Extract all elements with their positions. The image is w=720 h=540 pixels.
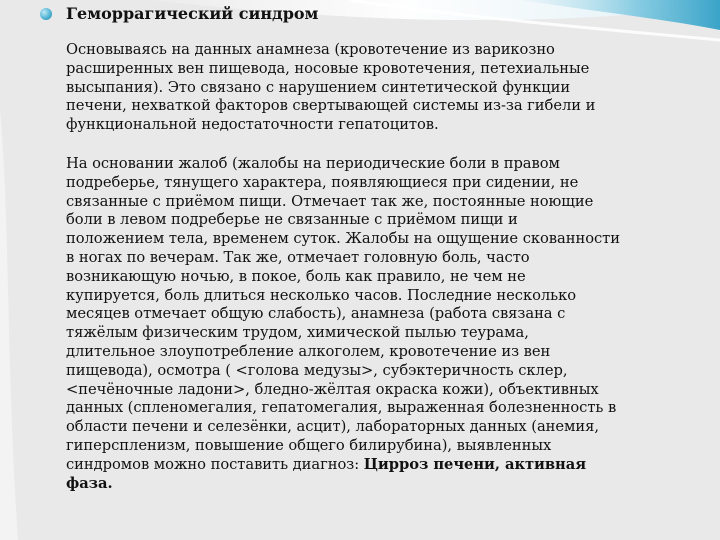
text-line: в ногах по вечерам. Так же, отмечает головную боль, часто (66, 248, 530, 266)
text-line-diagnosis (66, 456, 716, 475)
text-line: положением тела, временем суток. Жалобы на ощущение скованности (66, 230, 620, 248)
bullet-icon (40, 8, 52, 20)
text-line: возникающую ночью, в покое, боль как правило, не чем не (66, 267, 526, 285)
paragraph-diagnosis-basis (66, 155, 716, 493)
text-line: <печёночные ладони>, бледно-жёлтая окраска кожи), объективных (66, 380, 599, 398)
paragraph-syndrome-basis (66, 41, 716, 135)
text-line: области печени и селезёнки, асцит), лабораторных данных (анемия, (66, 418, 599, 436)
text-line: купируется, боль длиться несколько часов. Последние несколько (66, 286, 577, 304)
slide-heading: Геморрагический синдром (66, 4, 319, 23)
text-line: длительное злоупотребление алкоголем, кровотечение из вен (66, 342, 551, 360)
text-line: На основании жалоб (жалобы на периодические боли в правом (66, 155, 560, 172)
text-line: связанные с приёмом пищи. Отмечает так же, постоянные ноющие (66, 192, 594, 210)
text-line: тяжёлым физическим трудом, химической пылью теурама, (66, 324, 529, 342)
text-line: боли в левом подреберье не связанные с приёмом пищи и (66, 211, 518, 229)
diagnosis-lead: синдромов можно поставить диагноз: (66, 455, 364, 473)
text-line: Основываясь на данных анамнеза (кровотечение из варикозно (66, 41, 555, 58)
text-line: расширенных вен пищевода, носовые кровотечения, петехиальные (66, 59, 590, 77)
text-line: пищевода), осмотра ( <голова медузы>, субэктеричность склер, (66, 361, 568, 379)
text-line: подреберье, тянущего характера, появляющиеся при сидении, не (66, 173, 579, 191)
diagnosis-text-end: фаза. (66, 474, 113, 492)
text-line: высыпания). Это связано с нарушением синтетической функции (66, 78, 571, 96)
text-line: месяцев отмечает общую слабость), анамнеза (работа связана с (66, 305, 566, 323)
text-line: данных (спленомегалия, гепатомегалия, выраженная болезненность в (66, 399, 617, 417)
text-line: гиперспленизм, повышение общего билирубина), выявленных (66, 436, 552, 454)
text-line-diagnosis-end (66, 475, 716, 494)
diagnosis-text: Цирроз печени, активная (363, 455, 587, 473)
text-line: функциональной недостаточности гепатоцитов. (66, 116, 439, 134)
text-line: печени, нехваткой факторов свертывающей системы из-за гибели и (66, 97, 596, 115)
